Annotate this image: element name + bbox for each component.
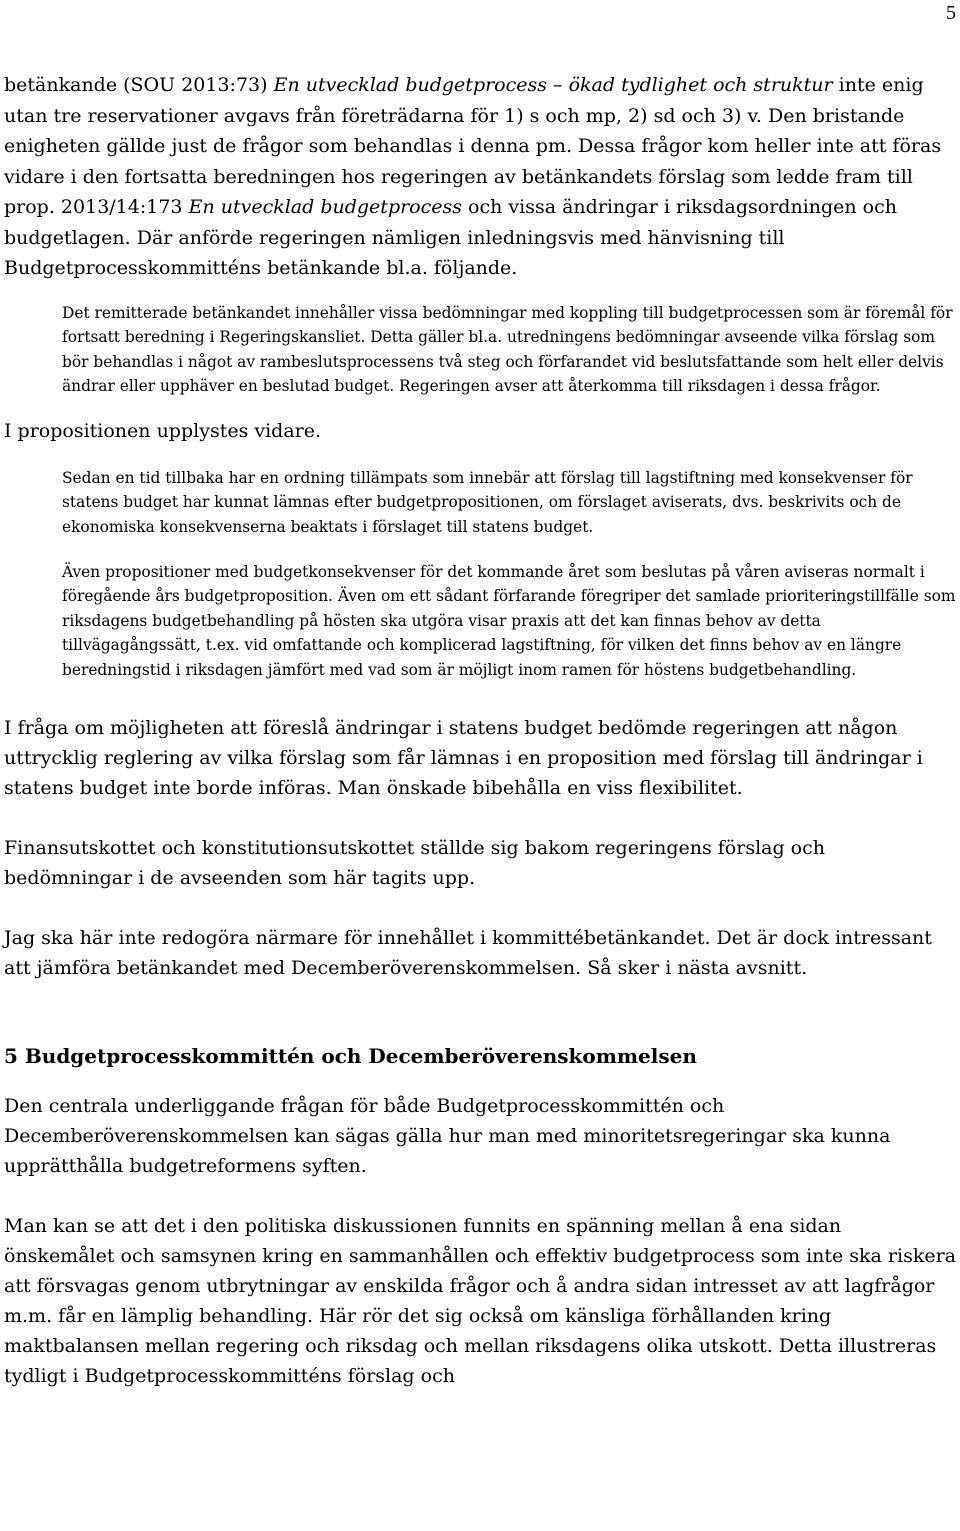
section-heading: 5 Budgetprocesskommittén och Decemberöverenskommelsen [4, 1043, 697, 1068]
paragraph: I propositionen upplystes vidare. [4, 419, 322, 442]
page-number: 5 [946, 2, 956, 24]
paragraph: I fråga om möjligheten att föreslå ändringar i statens budget bedömde regeringen att någon uttrycklig reglering av vilka förslag som får lämnas i en proposition med förslag till ändringar i statens budget inte borde införas. Man önskade bibehålla en viss flexibilitet. [4, 716, 923, 799]
italic-title: En utvecklad budgetprocess – ökad tydlighet och struktur [273, 74, 833, 96]
text-span: inte enig utan tre reservationer avgavs från företrädarna för 1) s och mp, 2) sd och 3) v. Den bristande enigheten gällde just de frågor som behandlas i denna pm. Dessa frågor kom heller inte att föras vidare i den fortsatta beredningen hos regeringen av betänkandets förslag som ledde fram till prop. 2013/14:173 [4, 74, 942, 218]
paragraph: Man kan se att det i den politiska diskussionen funnits en spänning mellan å ena sidan önskemålet och samsynen kring en sammanhållen och effektiv budgetprocess som inte ska riskera att försvagas genom utbrytningar av enskilda frågor och å andra sidan intresset av att lagfrågor m.m. får en lämplig behandling. Här rör det sig också om känsliga förhållanden kring maktbalansen mellan regering och riksdag och mellan riksdagens olika utskott. Detta illustreras tydligt i Budgetprocesskommitténs förslag och [4, 1214, 957, 1387]
text-span: och vissa ändringar i riksdagsordningen och budgetlagen. Där anförde regeringen nämligen inledningsvis med hänvisning till Budgetprocesskommitténs betänkande bl.a. följande. [4, 196, 898, 279]
paragraph: Den centrala underliggande frågan för både Budgetprocesskommittén och Decemberöverenskommelsen kan sägas gälla hur man med minoritetsregeringar ska kunna upprätthålla budgetreformens syften. [4, 1094, 891, 1177]
block-quote: Det remitterade betänkandet innehåller vissa bedömningar med koppling till budgetprocessen som är föremål för fortsatt beredning i Regeringskansliet. Detta gäller bl.a. utredningens bedömningar avseende vilka förslag som bör behandlas i något av rambeslutsprocessens två steg och förfarandet vid beslutsfattande som helt eller delvis ändrar eller upphäver en beslutad budget. Regeringen avser att återkomma till riksdagen i dessa frågor. [62, 303, 953, 396]
paragraph: Finansutskottet och konstitutionsutskottet ställde sig bakom regeringens förslag och bedömningar i de avseenden som här tagits upp. [4, 836, 825, 889]
paragraph-intro [4, 70, 956, 284]
paragraph: Jag ska här inte redogöra närmare för innehållet i kommittébetänkandet. Det är dock intressant att jämföra betänkandet med Decemberöverenskommelsen. Så sker i nästa avsnitt. [4, 926, 932, 979]
block-quote: Sedan en tid tillbaka har en ordning tillämpats som innebär att förslag till lagstiftning med konsekvenser för statens budget har kunnat lämnas efter budgetpropositionen, om förslaget aviserats, dvs. beskrivits och de ekonomiska konsekvenserna beaktats i förslaget till statens budget. [62, 468, 913, 537]
document-body [4, 70, 956, 1391]
text-span: betänkande (SOU 2013:73) [4, 74, 274, 96]
italic-title: En utvecklad budgetprocess [188, 196, 463, 218]
block-quote: Även propositioner med budgetkonsekvenser för det kommande året som beslutas på våren aviseras normalt i föregående års budgetproposition. Även om ett sådant förfarande föregriper det samlade prioriteringstillfälle som riksdagens budgetbehandling på hösten ska utgöra visar praxis att det kan finnas behov av detta tillvägagångssätt, t.ex. vid omfattande och komplicerad lagstiftning, för vilken det finns behov av en längre beredningstid i riksdagen jämfört med vad som är möjligt inom ramen för höstens budgetbehandling. [62, 562, 956, 680]
